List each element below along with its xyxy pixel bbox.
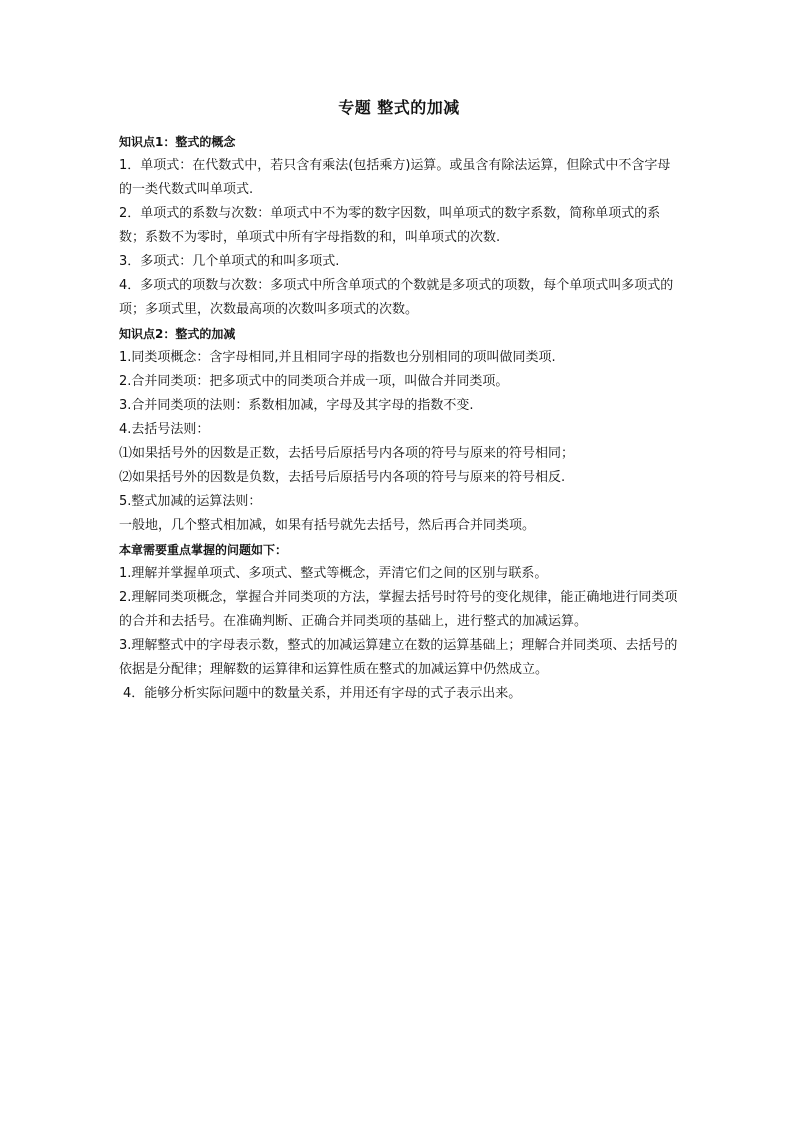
section-addition-subtraction bbox=[119, 322, 679, 538]
paragraph: 一般地，几个整式相加减，如果有括号就先去括号，然后再合并同类项。 bbox=[119, 518, 536, 533]
paragraph: 2．单项式的系数与次数：单项式中不为零的数字因数，叫单项式的数字系数，简称单项式的系数；系数不为零时，单项式中所有字母指数的和，叫单项式的次数. bbox=[119, 206, 661, 245]
paragraph: 1．单项式：在代数式中，若只含有乘法(包括乘方)运算。或虽含有除法运算，但除式中不含字母的一类代数式叫单项式. bbox=[119, 158, 671, 197]
section-key-points bbox=[119, 538, 679, 706]
section-heading: 知识点1：整式的概念 bbox=[119, 135, 236, 149]
paragraph: 1.同类项概念：含字母相同,并且相同字母的指数也分别相同的项叫做同类项. bbox=[119, 350, 556, 365]
document-content bbox=[119, 96, 679, 706]
paragraph: 3．多项式：几个单项式的和叫多项式. bbox=[119, 254, 340, 269]
document-title: 专题 整式的加减 bbox=[338, 98, 460, 117]
paragraph: 4.去括号法则： bbox=[119, 422, 210, 437]
paragraph: 4．多项式的项数与次数：多项式中所含单项式的个数就是多项式的项数，每个单项式叫多项式的项；多项式里，次数最高项的次数叫多项式的次数。 bbox=[119, 278, 674, 317]
paragraph: ⑵如果括号外的因数是负数，去括号后原括号内各项的符号与原来的符号相反. bbox=[119, 470, 566, 485]
paragraph: ⑴如果括号外的因数是正数，去括号后原括号内各项的符号与原来的符号相同； bbox=[119, 446, 575, 461]
section-heading: 知识点2：整式的加减 bbox=[119, 327, 236, 341]
paragraph: 3.理解整式中的字母表示数，整式的加减运算建立在数的运算基础上；理解合并同类项、去括号的依据是分配律；理解数的运算律和运算性质在整式的加减运算中仍然成立。 bbox=[119, 638, 678, 677]
section-concept bbox=[119, 130, 679, 322]
paragraph: 4．能够分析实际问题中的数量关系，并用还有字母的式子表示出来。 bbox=[123, 686, 522, 701]
paragraph: 2.理解同类项概念，掌握合并同类项的方法，掌握去括号时符号的变化规律，能正确地进行同类项的合并和去括号。在准确判断、正确合并同类项的基础上，进行整式的加减运算。 bbox=[119, 590, 678, 629]
paragraph: 5.整式加减的运算法则： bbox=[119, 494, 262, 509]
paragraph: 2.合并同类项：把多项式中的同类项合并成一项，叫做合并同类项。 bbox=[119, 374, 509, 389]
paragraph: 3.合并同类项的法则：系数相加减，字母及其字母的指数不变. bbox=[119, 398, 474, 413]
paragraph: 1.理解并掌握单项式、多项式、整式等概念，弄清它们之间的区别与联系。 bbox=[119, 566, 548, 581]
section-heading: 本章需要重点掌握的问题如下： bbox=[119, 543, 288, 557]
